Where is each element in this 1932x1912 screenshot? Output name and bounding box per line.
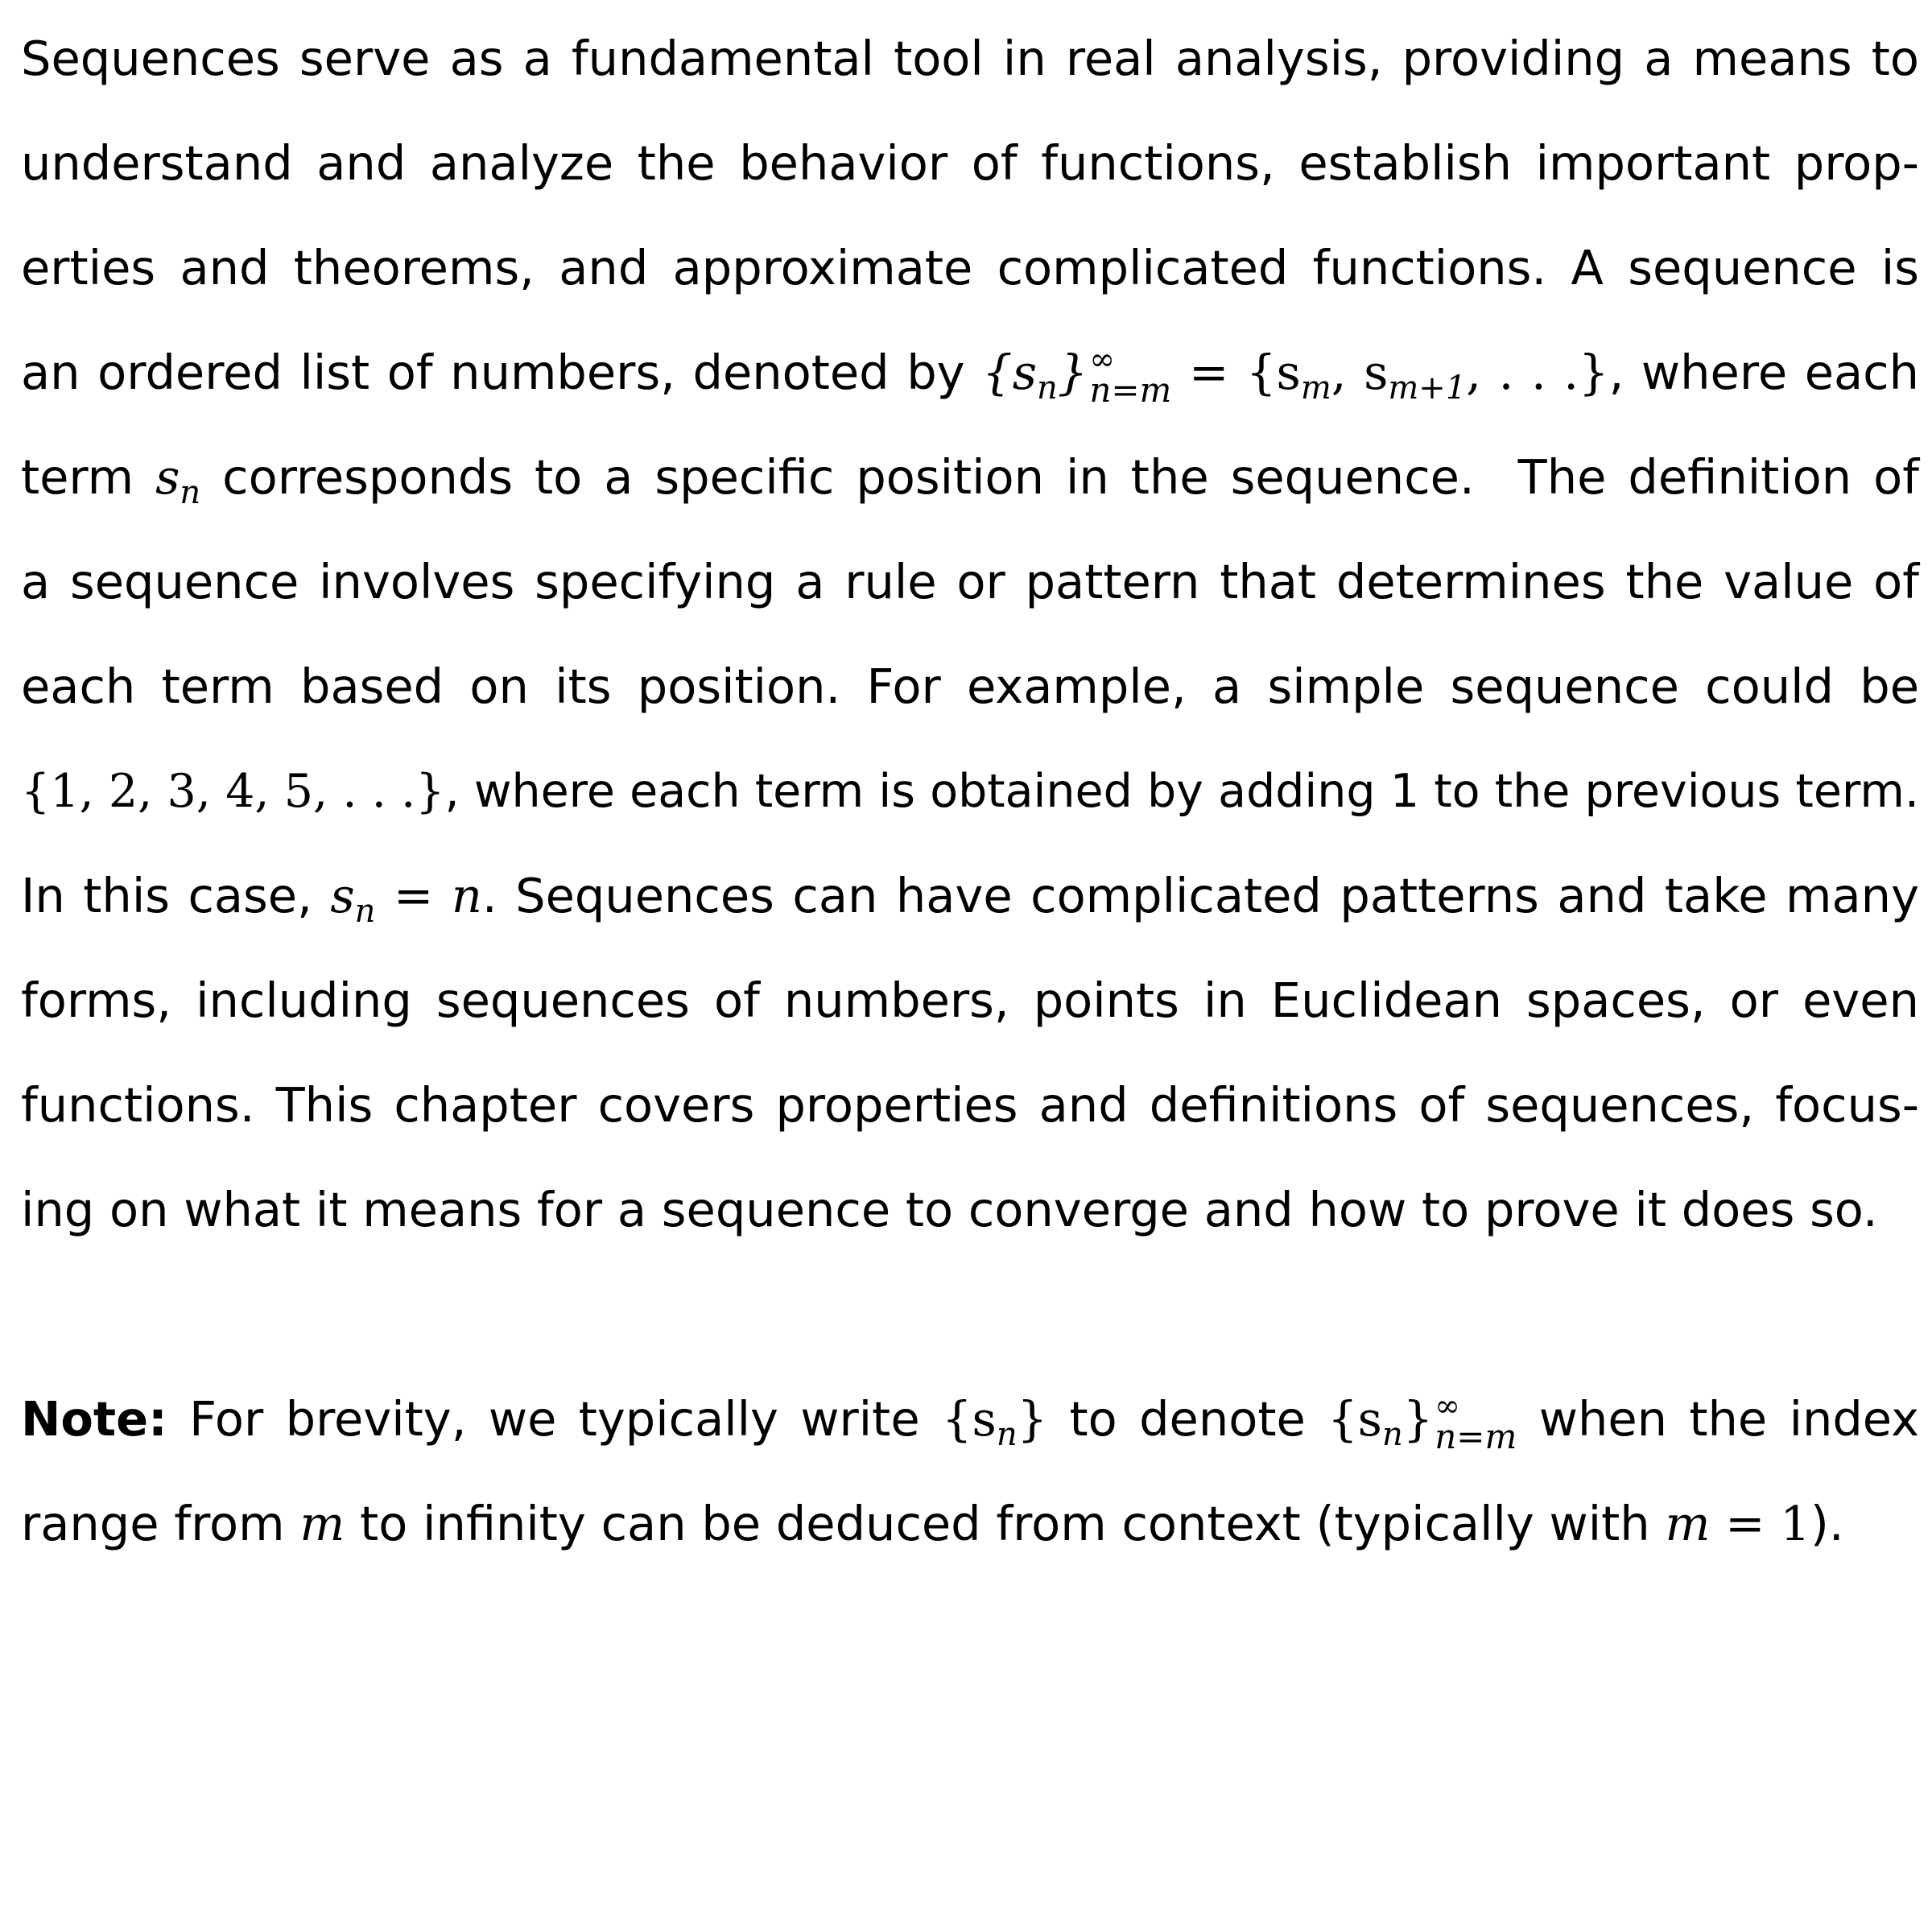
- var-n: n: [451, 868, 482, 923]
- infinity-superscript: ∞: [1089, 341, 1115, 377]
- term-s: s: [330, 868, 355, 923]
- paragraph-line-11: functions. This chapter covers properties and definitions of sequences, focus-: [21, 1077, 1919, 1133]
- subscript-n: n: [1037, 370, 1058, 407]
- set-close: }: [1057, 345, 1088, 400]
- range-subscript: n=m: [1089, 370, 1172, 410]
- paragraph-line-6: a sequence involves specifying a rule or pattern that determines the value of: [21, 554, 1919, 609]
- line-4-tail: , where each: [1608, 345, 1919, 400]
- ellipsis-close: , . . .}: [1466, 345, 1609, 400]
- paragraph-line-7: each term based on its position. For example, a simple sequence could be: [21, 659, 1919, 714]
- paragraph-line-9: [21, 844, 1919, 948]
- index-range: [1089, 341, 1172, 410]
- set-close: }: [1017, 1391, 1048, 1447]
- subscript-m: m: [1300, 370, 1331, 407]
- set-open: {s: [941, 1391, 997, 1447]
- set-open-2: {s: [1327, 1391, 1382, 1447]
- equals-set: = {s: [1171, 345, 1301, 400]
- line-5-rest: corresponds to a specific position in the sequence. The definition of: [200, 449, 1919, 505]
- paragraph-line-5: [21, 425, 1919, 530]
- infinity-superscript: ∞: [1435, 1387, 1460, 1423]
- note-line-1-start: For brevity, we typically write: [167, 1391, 942, 1447]
- paragraph-line-3: erties and theorems, and approximate complicated functions. A sequence is: [21, 240, 1919, 295]
- note-line-1-end: when the index: [1517, 1391, 1919, 1447]
- set-notation: [982, 345, 1088, 407]
- var-m: m: [299, 1496, 345, 1551]
- equals: =: [375, 868, 452, 923]
- subscript-n: n: [354, 893, 376, 930]
- var-m-2: m: [1665, 1496, 1711, 1551]
- line-9-start: In this case,: [21, 868, 331, 923]
- line-4-text: an ordered list of numbers, denoted by: [21, 345, 983, 400]
- comma-s: , s: [1331, 345, 1389, 400]
- note-line-2-start: range from: [21, 1496, 300, 1551]
- note-line-1-mid: to denote: [1047, 1391, 1328, 1447]
- note-line-2: [21, 1472, 1919, 1576]
- paragraph-line-8: [21, 739, 1919, 844]
- paragraph-line-1: Sequences serve as a fundamental tool in real analysis, providing a means to: [21, 31, 1919, 86]
- subscript-n-2: n: [1381, 1416, 1403, 1453]
- paragraph-line-4: [21, 320, 1919, 425]
- note-line-2-mid: to infinity can be deduced from context (typically with: [345, 1496, 1666, 1551]
- paragraph-line-10: forms, including sequences of numbers, points in Euclidean spaces, or even: [21, 973, 1919, 1028]
- subscript-n: n: [180, 474, 201, 511]
- subscript-n: n: [996, 1416, 1018, 1453]
- index-range: [1435, 1387, 1517, 1456]
- term-s: s: [155, 449, 180, 505]
- paragraph-line-12: ing on what it means for a sequence to converge and how to prove it does so.: [21, 1182, 1878, 1237]
- equals-one: = 1: [1710, 1496, 1810, 1551]
- line-9-rest: . Sequences can have complicated patterns and take many: [481, 868, 1919, 923]
- line-8-text: , where each term is obtained by adding 1 to the previous term.: [444, 765, 1919, 818]
- subscript-m-plus-1: m+1: [1388, 370, 1467, 407]
- note-label: Note:: [21, 1391, 167, 1447]
- example-sequence: {1, 2, 3, 4, 5, . . .}: [21, 765, 445, 818]
- note-line-2-end: ).: [1810, 1496, 1844, 1551]
- range-subscript: n=m: [1435, 1416, 1517, 1456]
- paragraph-line-2: understand and analyze the behavior of functions, establish important prop-: [21, 135, 1919, 191]
- set-open: {s: [982, 345, 1037, 400]
- note-line-1: [21, 1367, 1919, 1472]
- set-close-2: }: [1402, 1391, 1434, 1447]
- line-5-start: term: [21, 449, 156, 505]
